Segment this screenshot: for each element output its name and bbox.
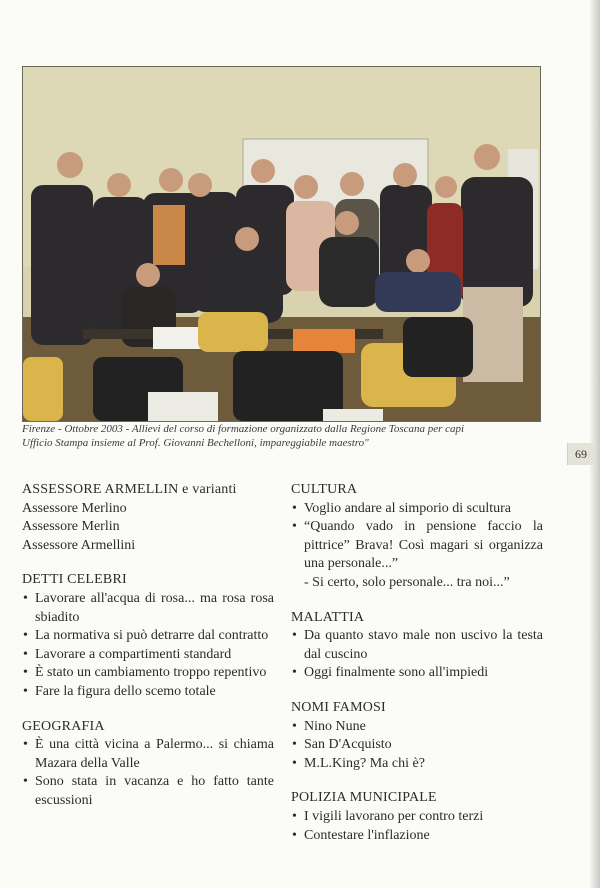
bullet-icon: • bbox=[23, 683, 28, 699]
bullet-icon: • bbox=[23, 646, 28, 662]
list-item: • La normativa si può detrarre dal contratto bbox=[22, 627, 274, 646]
bullet-icon: • bbox=[292, 808, 297, 824]
list-item: • Contestare l'inflazione bbox=[291, 827, 543, 846]
caption-line-2: Ufficio Stampa insieme al Prof. Giovanni Bechelloni, impareggiabile maestro" bbox=[22, 436, 369, 449]
list-item: • Fare la figura dello scemo totale bbox=[22, 683, 274, 702]
bullet-icon: • bbox=[292, 755, 297, 771]
bullet-icon: • bbox=[292, 628, 297, 644]
section-polizia-municipale bbox=[291, 789, 543, 845]
list-item: • Oggi finalmente sono all'impiedi bbox=[291, 664, 543, 683]
bullet-icon: • bbox=[23, 590, 28, 606]
section-nomi-famosi bbox=[291, 699, 543, 773]
section-title: CULTURA bbox=[291, 482, 358, 497]
group-photo bbox=[22, 66, 541, 422]
section-detti-celebri bbox=[22, 571, 274, 701]
caption-line-1: Firenze - Ottobre 2003 - Allievi del corso di formazione organizzato dalla Regione Toscana per capi bbox=[22, 423, 465, 435]
section-geografia bbox=[22, 718, 274, 811]
section-title: NOMI FAMOSI bbox=[291, 699, 386, 715]
right-column bbox=[291, 481, 543, 861]
section-assessore bbox=[22, 481, 274, 555]
left-column bbox=[22, 481, 274, 827]
bullet-icon: • bbox=[292, 718, 297, 734]
section-title: MALATTIA bbox=[291, 609, 365, 625]
bullet-icon: • bbox=[23, 628, 28, 644]
section-title: DETTI CELEBRI bbox=[22, 572, 127, 588]
list-item: • I vigili lavorano per contro terzi bbox=[291, 808, 543, 827]
bullet-icon: • bbox=[292, 665, 297, 681]
list-item: Assessore Merlin bbox=[22, 519, 120, 535]
list-item: • Da quanto stavo male non uscivo la testa dal cuscino bbox=[292, 628, 543, 662]
list-item: • Sono stata in vacanza e ho fatto tante escussioni bbox=[23, 774, 274, 808]
bullet-icon: • bbox=[23, 665, 28, 681]
section-title: GEOGRAFIA bbox=[22, 718, 105, 734]
bullet-icon: • bbox=[23, 737, 28, 753]
page-number: 69 bbox=[567, 443, 594, 465]
section-title: ASSESSORE ARMELLIN e varianti bbox=[22, 482, 237, 497]
list-item: • San D'Acquisto bbox=[291, 736, 543, 755]
bullet-icon: • bbox=[292, 500, 297, 516]
list-item: • È stato un cambiamento troppo repentivo bbox=[22, 664, 274, 683]
list-item: • Nino Nune bbox=[291, 718, 543, 737]
list-item: • Lavorare a compartimenti standard bbox=[22, 646, 274, 665]
list-item: Assessore Merlino bbox=[22, 500, 127, 516]
bullet-icon: • bbox=[23, 774, 28, 790]
bullet-icon: • bbox=[292, 737, 297, 753]
list-item: • Lavorare all'acqua di rosa... ma rosa rosa sbiadito bbox=[23, 590, 274, 625]
list-item: • “Quando vado in pensione faccio la pittrice” Brava! Così magari si organizza una personale...” bbox=[292, 519, 543, 572]
bullet-icon: • bbox=[292, 519, 297, 535]
list-item: • Voglio andare al simporio di scultura bbox=[291, 500, 543, 519]
photo-caption bbox=[22, 423, 542, 450]
section-title: POLIZIA MUNICIPALE bbox=[291, 790, 437, 806]
bullet-icon: • bbox=[292, 827, 297, 843]
list-item: • È una città vicina a Palermo... si chiama Mazara della Valle bbox=[23, 737, 274, 771]
list-item: • M.L.King? Ma chi è? bbox=[291, 755, 543, 774]
section-malattia bbox=[291, 609, 543, 683]
list-item: Assessore Armellini bbox=[22, 537, 136, 553]
dialogue-line: - Si certo, solo personale... tra noi...” bbox=[304, 574, 510, 590]
section-cultura bbox=[291, 481, 543, 593]
